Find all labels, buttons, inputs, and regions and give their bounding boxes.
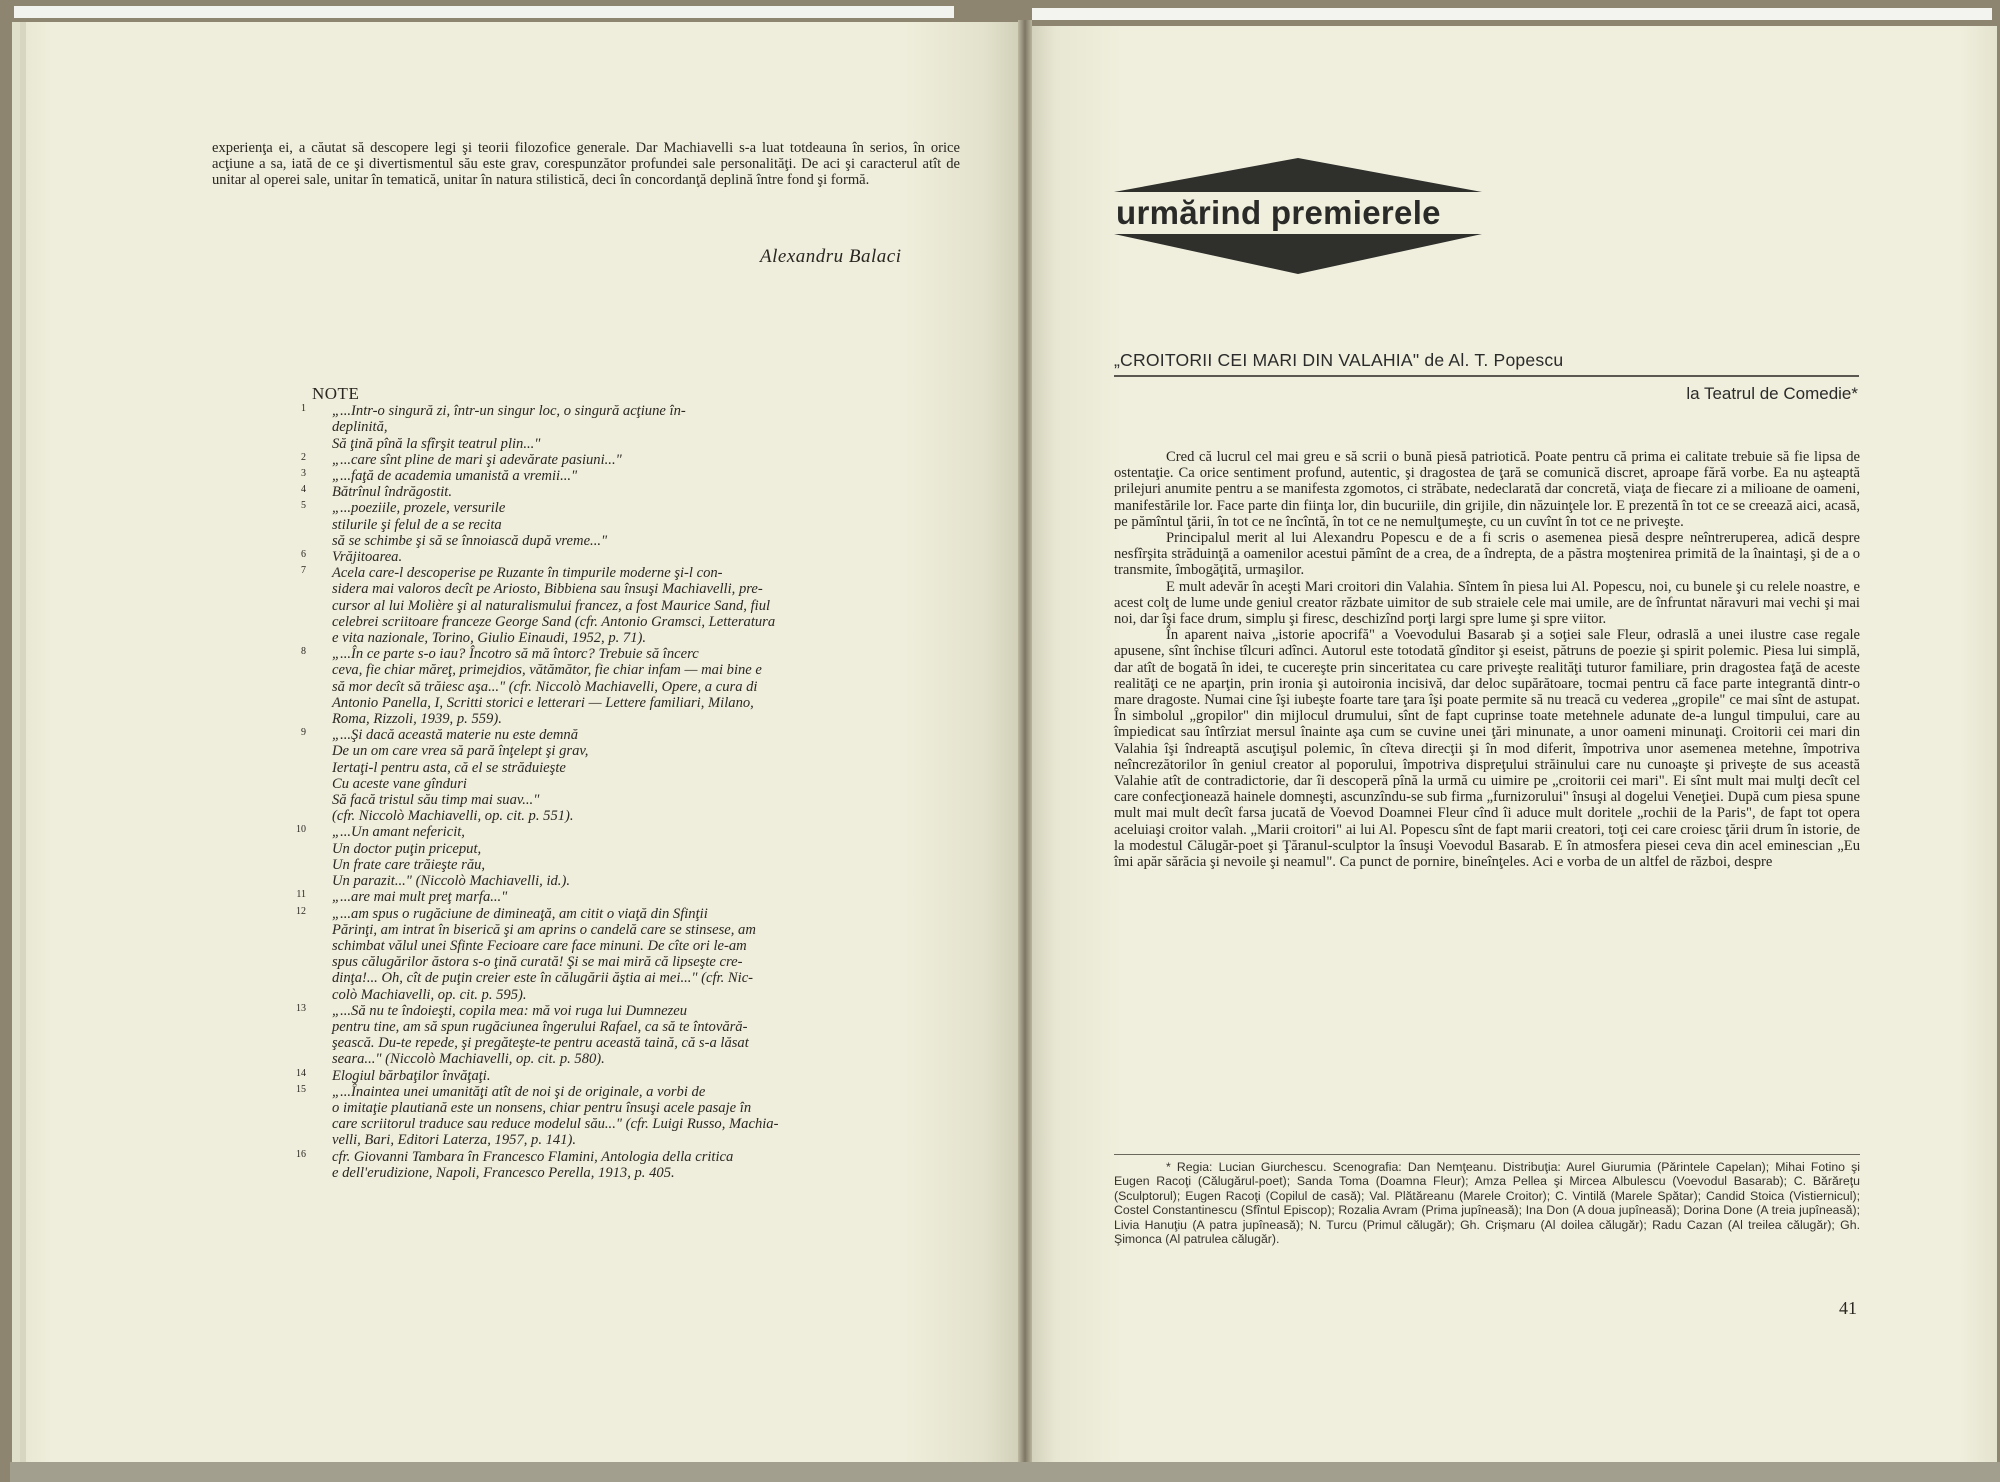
note-number: 4 xyxy=(301,484,306,496)
note-line: Antonio Panella, I, Scritti storici e letterari — Lettere familiari, Milano, xyxy=(332,694,754,711)
note-line: e dell'erudizione, Napoli, Francesco Perella, 1913, p. 405. xyxy=(332,1164,675,1181)
note-line: „...faţă de academia umanistă a vremii..." xyxy=(332,468,578,485)
note-line: Roma, Rizzoli, 1939, p. 559). xyxy=(332,711,502,728)
note-line: Elogiul bărbaţilor învăţaţi. xyxy=(332,1067,491,1084)
note-number: 1 xyxy=(301,403,306,415)
page-number: 41 xyxy=(1839,1298,1857,1318)
note-line: „...În ce parte s-o iau? Încotro să mă întorc? Trebuie să încerc xyxy=(332,646,699,663)
note-line: „...are mai mult preţ marfa..." xyxy=(332,889,508,906)
note-number: 5 xyxy=(301,500,306,512)
article-venue: la Teatrul de Comedie* xyxy=(1686,384,1858,403)
note-item xyxy=(301,549,956,566)
note-item xyxy=(301,451,956,468)
note-item xyxy=(301,727,956,825)
note-line: Bătrînul îndrăgostit. xyxy=(332,484,453,501)
note-line: „...Intr-o singură zi, într-un singur loc, o singură acţiune în- xyxy=(332,403,686,420)
title-divider xyxy=(1114,375,1859,377)
note-number: 12 xyxy=(296,905,306,917)
note-number: 10 xyxy=(296,824,306,836)
note-item xyxy=(296,1002,956,1068)
note-item xyxy=(301,565,956,647)
note-item xyxy=(296,1067,956,1084)
note-line: cursor al lui Molière şi al naturalismului francez, a fost Maurice Sand, fiul xyxy=(332,597,771,614)
note-line: „...Un amant nefericit, xyxy=(332,824,465,841)
footnote-credits xyxy=(1114,1160,1860,1246)
note-line: Un parazit..." (Niccolò Machiavelli, id.). xyxy=(332,873,570,890)
note-line: şească. Du-te repede, şi pregăteşte-te pentru această taină, că s-a lăsat xyxy=(332,1035,749,1052)
note-line: Un frate care trăieşte rău, xyxy=(332,856,486,873)
note-line: „...Să nu te îndoieşti, copila mea: mă voi ruga lui Dumnezeu xyxy=(332,1002,688,1019)
note-line: Acela care-l descoperise pe Ruzante în timpurile moderne şi-l con- xyxy=(332,565,723,582)
article-title: „CROITORII CEI MARI DIN VALAHIA" de Al. T. Popescu xyxy=(1114,350,1564,370)
note-number: 8 xyxy=(301,646,306,658)
note-line: e vita nazionale, Torino, Giulio Einaudi, 1952, p. 71). xyxy=(332,630,647,647)
article-paragraph: E mult adevăr în aceşti Mari croitori din Valahia. Sîntem în piesa lui Al. Popescu, noi, cu bunele şi cu relele noastre, e acest colţ de lume unde geniul creator răzbate uimitor de sub straiele cele mai umile, are de înfruntat năravuri mai vechi şi mai noi, dar îşi face drum, simplu şi firesc, deschizînd porţi largi spre lume şi spre viitor. xyxy=(1114,578,1860,628)
note-item xyxy=(301,468,956,485)
note-line: colò Machiavelli, op. cit. p. 595). xyxy=(332,986,527,1003)
book-cover-edge xyxy=(10,1462,2000,1482)
article-paragraph: Cred că lucrul cel mai greu e să scrii o bună piesă patriotică. Poate pentru că prima ei calitate trebuie să fie lipsa de ostentaţie. Ca orice sentiment profund, autentic, şi dragostea de ţară se comunică discret, aproape fără vorbe. Ea nu aşteaptă prilejuri anumite pentru a se manifesta zgomotos, ci străbate, nedeclarată dar concretă, viaţa de fiecare zi a milioane de oameni, manifestările lor. Face parte din fiinţa lor, din bucuriile, din grijile, din năzuinţele lor. E prezentă în tot ce se creează aici, acasă, pe pămîntul ţării, în tot ce ne încîntă, în tot ce ne nemulţumeşte, cu un cuvînt în tot ce ne priveşte. xyxy=(1114,449,1860,530)
note-number: 2 xyxy=(301,451,306,463)
note-line: cfr. Giovanni Tambara în Francesco Flamini, Antologia della critica xyxy=(332,1148,734,1165)
note-item xyxy=(301,484,956,501)
note-number: 9 xyxy=(301,727,306,739)
note-line: deplinită, xyxy=(332,419,388,436)
note-line: Cu aceste vane gînduri xyxy=(332,775,467,792)
note-item xyxy=(296,889,956,906)
notes-section xyxy=(296,384,956,1181)
note-line: care scriitorul traduce sau reduce modelul său..." (cfr. Luigi Russo, Machia- xyxy=(332,1116,779,1133)
note-line: Un doctor puţin priceput, xyxy=(332,840,482,857)
note-line: „...poeziile, prozele, versurile xyxy=(332,500,506,517)
note-line: celebrei scriitoare franceze George Sand (cfr. Antonio Gramsci, Letteratura xyxy=(332,613,776,630)
note-line: Să facă tristul său timp mai suav..." xyxy=(332,792,540,809)
intro-paragraph: experienţa ei, a căutat să descopere legi şi teorii filozofice generale. Dar Machiavelli s-a luat totdeauna în serios, în orice acţiune a sa, iată de ce şi divertismentul său este grav, corespunzător profundei sale personalităţi. De aci şi caracterul atît de unitar al operei sale, unitar în tematică, unitar în natura stilistică, deci în concordanţă deplină între fond şi formă. xyxy=(212,140,960,189)
section-header-title: urmărind premierele xyxy=(1116,194,1441,231)
note-number: 16 xyxy=(296,1148,306,1160)
article-body xyxy=(1114,449,1860,870)
note-line: pentru tine, am să spun rugăciunea îngerului Rafael, ca să te întovără- xyxy=(332,1018,748,1035)
note-number: 11 xyxy=(296,889,306,901)
article-paragraph: Principalul merit al lui Alexandru Popescu e de a fi scris o asemenea piesă despre neîntreruperea, adică despre nesfîrşita străduinţă a oamenilor acestui pămînt de a crea, de a îndrepta, de a păstra moştenirea primită de la înaintaşi, şi de a o transmite, îmbogăţită, urmaşilor. xyxy=(1114,530,1860,579)
page-edge-right xyxy=(1032,8,1992,20)
note-line: „...Înaintea unei umanităţi atît de noi şi de originale, a vorbi de xyxy=(332,1083,706,1100)
note-line: Vrăjitoarea. xyxy=(332,549,403,566)
note-item xyxy=(301,646,956,728)
note-number: 15 xyxy=(296,1083,306,1095)
note-line: să mor decît să trăiesc aşa..." (cfr. Niccolò Machiavelli, Opere, a cura di xyxy=(332,678,758,695)
article-paragraph: În aparent naiva „istorie apocrifă" a Voevodului Basarab şi a soţiei sale Fleur, odraslă a unei ilustre case regale apusene, sînt închise tîlcuri adînci. Autorul este totodată gînditor şi eseist, pătruns de poezie şi spirit polemic. Piesa lui simplă, dar atît de bogată în idei, te cucereşte prin sinceritatea cu care priveşte realităţi tuturor familiare, prin dragostea faţă de aceste realităţi ce ne aparţin, prin ironia şi autoironia incisivă, dar deloc supărătoare, tocmai pentru că face parte integrantă dintr-o mare dragoste. Numai cine îşi iubeşte foarte tare ţara îşi poate permite să nu treacă cu vederea „gropile" ce mai sînt de astupat. În simbolul „gropilor" din mijlocul drumului, sînt de fapt cuprinse toate metehnele adunate de-a lungul timpului, care au împiedicat sau întîrziat mersul înainte aşa cum se cuvine unei ţări minunate, a unor oameni minunaţi. Croitorii cei mari din Valahia îşi îndreaptă ascuţişul polemic, în cîteva direcţii şi în mod diferit, împotriva unor asemenea metehne, împotriva neîncrezătorilor în geniul creator al poporului, împotriva dispreţului străinului care nu cunoaşte şi priveşte de sus această Valahie atît de contradictorie, dar îi descoperă pînă la urmă cu uimire pe „croitorii cei mari". Ei sînt mult mai mulţi decît cel care confecţionează hainele domneşti, ascunzîndu-se sub firma „furnizorului" însuşi al dogelui Veneţiei. După cum piesa spune mult mai mult decît farsa jucată de Voevod Doamnei Fleur cînd îi aduce mult doritele „rochii de la Paris", de fapt tot opera aceluiaşi croitor valah. „Marii croitori" ai lui Al. Popescu sînt de fapt marii creatori, toţi cei care croiesc ţării drum în istorie, de la modestul Călugăr-poet şi Ţăranul-sculptor la însuşi Voevodul Basarab. E în atmosfera piesei ceva din acel eminescian „Eu îmi apăr sărăcia şi nevoile şi neamul". Ca punct de pornire, bineînţeles. Aci e vorba de un altfel de război, despre xyxy=(1114,627,1860,871)
note-number: 14 xyxy=(296,1067,306,1079)
note-line: ceva, fie chiar măreţ, primejdios, vătămător, fie chiar infam — mai bine e xyxy=(332,662,762,679)
note-number: 3 xyxy=(301,468,306,480)
book-gutter xyxy=(1018,20,1032,1466)
left-intro-text xyxy=(212,140,960,189)
note-line: velli, Bari, Editori Laterza, 1957, p. 141). xyxy=(332,1132,577,1149)
note-item xyxy=(296,1148,956,1181)
note-line: schimbat vălul unei Sfinte Fecioare care face minuni. De cîte ori le-am xyxy=(332,937,747,954)
notes-heading: NOTE xyxy=(312,384,360,403)
note-line: „...am spus o rugăciune de dimineaţă, am citit o viaţă din Sfinţii xyxy=(332,905,708,922)
note-item xyxy=(301,500,956,549)
note-line: dinţa!... Oh, cît de puţin creier este în călugării ăştia ai mei..." (cfr. Nic- xyxy=(332,970,754,987)
note-item xyxy=(296,905,956,1003)
note-line: „...care sînt pline de mari şi adevărate pasiuni..." xyxy=(332,451,622,468)
note-number: 6 xyxy=(301,549,306,561)
note-line: stilurile şi felul de a se recita xyxy=(332,516,502,533)
note-line: De un om care vrea să pară înţelept şi grav, xyxy=(332,743,589,760)
credits-text: * Regia: Lucian Giurchescu. Scenografia: Dan Nemţeanu. Distribuţia: Aurel Giurumia (Părintele Capelan); Mihai Fotino şi Eugen Racoţi (Călugărul-poet); Sanda Toma (Doamna Fleur); Amza Pellea şi Mircea Albulescu (Voevodul Basarab); C. Bărăreţu (Sculptorul); Eugen Racoţi (Copilul de casă); Val. Plătăreanu (Marele Croitor); C. Vintilă (Marele Spătar); Candid Stoica (Vistiernicul); Costel Constantinescu (Sfîntul Episcop); Rozalia Avram (Prima jupîneasă); Ina Don (A doua jupîneasă); Dorina Done (A treia jupîneasă); Livia Hanuţiu (A patra jupîneasă); N. Turcu (Primul călugăr); Gh. Crişmaru (Al doilea călugăr); Radu Cazan (Al treilea călugăr); Gh. Şimonca (Al patrulea călugăr). xyxy=(1114,1160,1860,1247)
note-number: 13 xyxy=(296,1002,306,1014)
note-number: 7 xyxy=(301,565,306,577)
note-item xyxy=(296,824,956,890)
page-edge-left xyxy=(14,6,954,18)
note-line: „...Şi dacă această materie nu este demnă xyxy=(332,727,579,744)
note-line: Să ţină pînă la sfîrşit teatrul plin..." xyxy=(332,435,541,452)
author-signature: Alexandru Balaci xyxy=(760,246,902,267)
note-line: să se schimbe şi să se înnoiască după vreme..." xyxy=(332,532,608,549)
note-item xyxy=(301,403,956,452)
note-line: seara..." (Niccolò Machiavelli, op. cit. p. 580). xyxy=(332,1051,605,1068)
note-line: (cfr. Niccolò Machiavelli, op. cit. p. 551). xyxy=(332,808,574,825)
note-line: sidera mai valoros decît pe Ariosto, Bibbiena sau însuşi Machiavelli, pre- xyxy=(332,581,763,598)
notes-list xyxy=(296,403,956,1181)
note-line: Iertaţi-l pentru asta, că el se străduieşte xyxy=(332,759,566,776)
note-line: o imitaţie plautiană este un nonsens, chiar pentru însuşi acele pasaje în xyxy=(332,1099,752,1116)
note-item xyxy=(296,1083,956,1149)
footnote-divider xyxy=(1114,1154,1860,1155)
note-line: spus călugărilor ăstora s-o ţină curată! Şi se mai miră că lipseşte cre- xyxy=(332,954,743,971)
note-line: Părinţi, am intrat în biserică şi am aprins o candelă care se stinsese, am xyxy=(332,921,756,938)
